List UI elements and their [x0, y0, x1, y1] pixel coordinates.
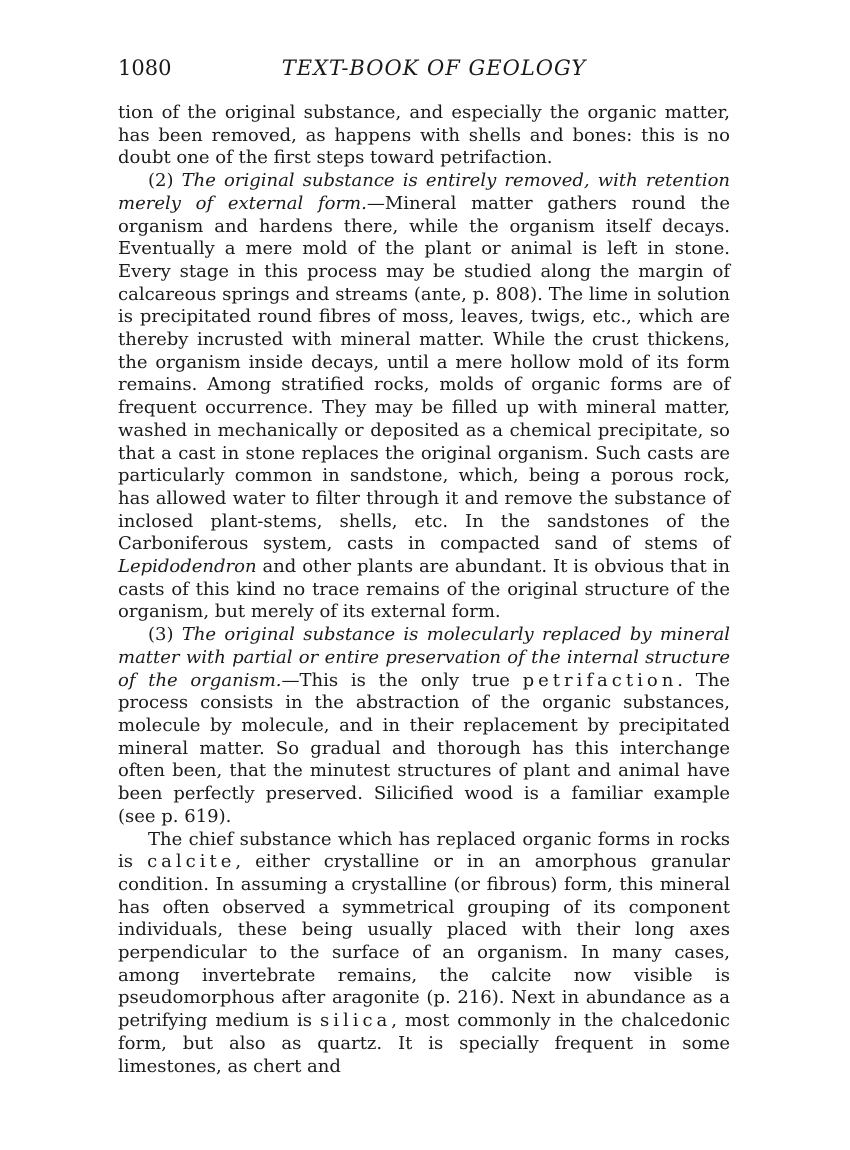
text-run: , either crystalline or in an amorphous granular condition. In assuming a crystalline (or fibrous) form, this mineral has often observed a symmetrical grouping of its component individuals, these being usually placed with their long axes perpendicular to the surface of an organism. In many cases, among invertebrate remains, the calcite now visible is pseudomorphous after aragonite (p. 216). Next in abundance as a petrifying medium is [118, 851, 730, 1032]
book-page [118, 56, 730, 1078]
paragraph [118, 102, 730, 170]
paragraph [118, 829, 730, 1079]
spaced-term: calcite [147, 851, 236, 873]
text-run: (3) [148, 624, 182, 646]
paragraph [118, 170, 730, 624]
running-title: TEXT-BOOK OF GEOLOGY [281, 56, 587, 80]
text-run: —Mineral matter gathers round the organism and hardens there, while the organism itself decays. Eventually a mere mold of the plant or animal is left in stone. Every stage in this process may be studied along the margin of calcareous springs and streams (ante, p. 808). The lime in solution is precipitated round fibres of moss, leaves, twigs, etc., which are thereby incrusted with mineral matter. While the crust thickens, the organism inside decays, until a mere hollow mold of its form remains. Among stratified rocks, molds of organic forms are of frequent occurrence. They may be filled up with mineral matter, washed in mechanically or deposited as a chemical precipitate, so that a cast in stone replaces the original organism. Such casts are particularly common in sandstone, which, being a porous rock, has allowed water to filter through it and remove the substance of inclosed plant-stems, shells, etc. In the sandstones of the Carboniferous system, casts in compacted sand of stems of [118, 192, 730, 555]
text-run: The chief substance which has replaced organic forms in rocks is [118, 828, 730, 873]
spaced-term: silica [319, 1010, 392, 1032]
text-run: tion of the original substance, and especially the organic matter, has been removed, as happens with shells and bones: this is no doubt one of the first steps toward petrifaction. [118, 102, 730, 169]
body-text [118, 102, 730, 1078]
text-run: —This is the only true [281, 669, 523, 691]
italic-text: Lepidodendron [118, 556, 257, 578]
text-run: . The process consists in the abstraction of the organic substances, molecule by molecule, and in their replacement by precipitated mineral matter. So gradual and thorough has this interchange often been, that the minutest structures of plant and animal have been perfectly preserved. Silicified wood is a familiar example (see p. 619). [118, 669, 730, 827]
page-number: 1080 [118, 56, 172, 80]
spaced-term: petrifaction [522, 669, 678, 691]
italic-text: The original substance is entirely removed, with retention merely of external form. [118, 170, 730, 214]
page-header [118, 56, 730, 90]
text-run: and other plants are abundant. It is obvious that in casts of this kind no trace remains of the original structure of the organism, but merely of its external form. [118, 556, 730, 623]
paragraph [118, 624, 730, 828]
text-run: (2) [148, 170, 182, 192]
italic-text: The original substance is molecularly replaced by mineral matter with partial or entire preservation of the internal structure of the organism. [118, 624, 731, 691]
text-run: , most commonly in the chalcedonic form, but also as quartz. It is specially frequent in some limestones, as chert and [118, 1010, 730, 1077]
